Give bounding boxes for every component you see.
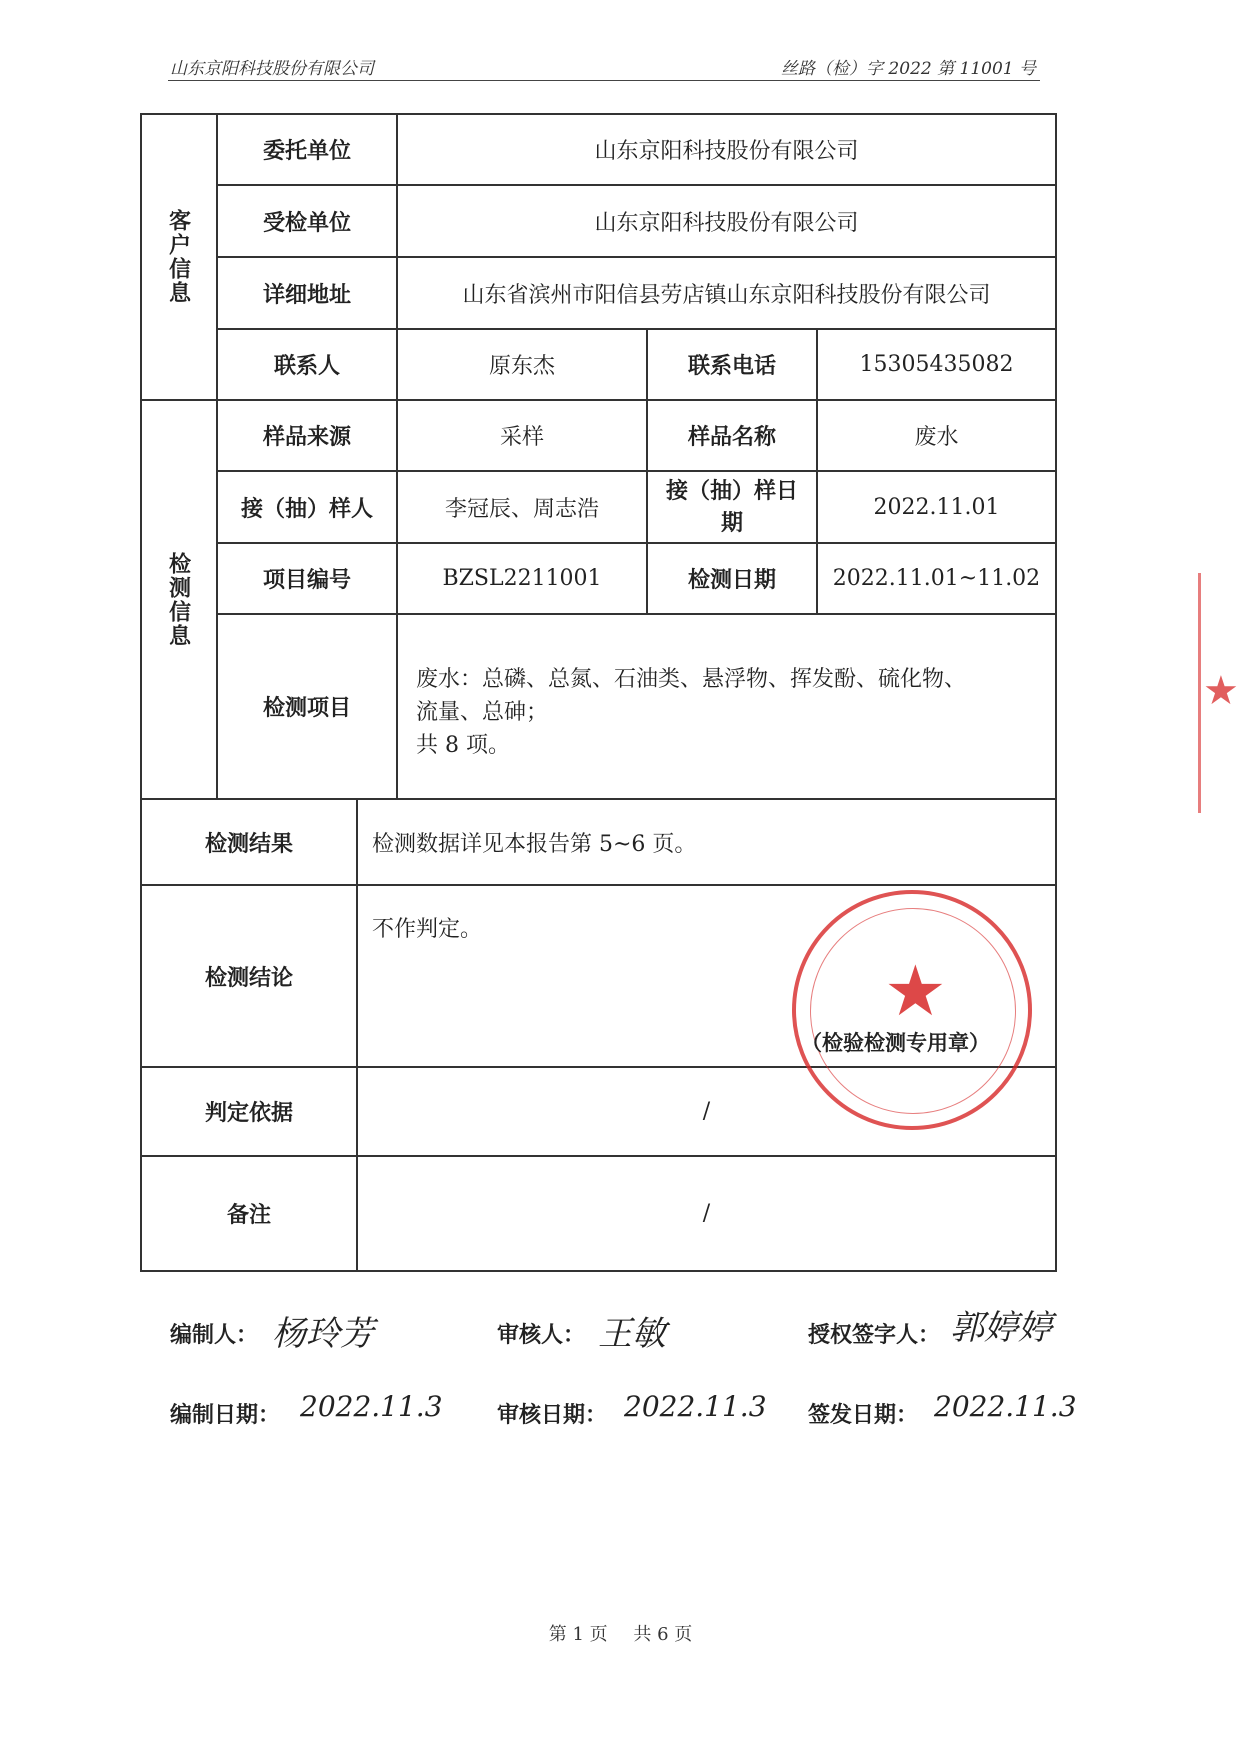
compile-date-label: 编制日期： <box>170 1402 281 1428</box>
test-items-value <box>416 663 1066 762</box>
test-items-line: 废水：总磷、总氮、石油类、悬浮物、挥发酚、硫化物、 <box>416 667 967 692</box>
issue-date: 2022.11.3 <box>934 1390 1077 1423</box>
header-company: 山东京阳科技股份有限公司 <box>170 59 374 79</box>
test-items-line: 共 8 项。 <box>416 733 510 758</box>
test-conclusion-label: 检测结论 <box>204 964 293 991</box>
sample-name-label: 样品名称 <box>687 424 776 450</box>
stamp-star-icon: ★ <box>1203 668 1239 714</box>
test-result-value: 检测数据详见本报告第 5~6 页。 <box>372 831 697 857</box>
judgment-basis-value: / <box>702 1099 711 1124</box>
reviewer-label: 审核人： <box>497 1322 586 1348</box>
sampler-label: 接（抽）样人 <box>240 495 373 522</box>
compiler-signature: 杨玲芳 <box>272 1314 374 1354</box>
seal-star-icon: ★ <box>884 950 947 1032</box>
inspected-unit-value: 山东京阳科技股份有限公司 <box>594 210 859 236</box>
page-header <box>168 50 1040 81</box>
seal-caption: （检验检测专用章） <box>801 1030 990 1055</box>
inspected-unit-label: 受检单位 <box>262 209 351 236</box>
issue-date-label: 签发日期： <box>808 1402 919 1428</box>
sampler-value: 李冠辰、周志浩 <box>444 496 599 522</box>
test-items-line: 流量、总砷； <box>416 700 549 725</box>
compiler-label: 编制人： <box>170 1322 259 1348</box>
project-number-value: BZSL2211001 <box>442 566 602 591</box>
compile-date: 2022.11.3 <box>300 1390 443 1423</box>
entrust-unit-value: 山东京阳科技股份有限公司 <box>594 139 859 164</box>
address-label: 详细地址 <box>262 281 351 308</box>
judgment-basis-label: 判定依据 <box>204 1100 293 1126</box>
sample-date-value: 2022.11.01 <box>873 494 1000 520</box>
page-footer <box>0 1620 1241 1646</box>
contact-value: 原东杰 <box>488 354 555 379</box>
authorized-signer-label: 授权签字人： <box>808 1322 941 1348</box>
reviewer-signature: 王敏 <box>598 1314 666 1354</box>
project-number-label: 项目编号 <box>262 567 351 593</box>
test-info-section-label: 检测信息 <box>165 551 192 648</box>
phone-label: 联系电话 <box>687 353 776 379</box>
test-result-label: 检测结果 <box>204 830 293 857</box>
sample-source-label: 样品来源 <box>262 424 351 450</box>
test-date-value: 2022.11.01~11.02 <box>832 566 1041 591</box>
address-value: 山东省滨州市阳信县劳店镇山东京阳科技股份有限公司 <box>462 282 991 308</box>
sample-name-value: 废水 <box>914 425 959 450</box>
page-total: 共 6 页 <box>633 1624 693 1645</box>
contact-label: 联系人 <box>273 353 340 379</box>
phone-value: 15305435082 <box>859 352 1014 377</box>
client-info-section-label: 客户信息 <box>165 209 192 305</box>
page-number: 第 1 页 <box>548 1624 608 1645</box>
test-date-label: 检测日期 <box>687 567 776 593</box>
header-report-number: 丝路（检）字 2022 第 11001 号 <box>781 59 1036 79</box>
review-date-label: 审核日期： <box>497 1402 608 1428</box>
test-items-label: 检测项目 <box>262 695 351 721</box>
test-conclusion-value: 不作判定。 <box>372 917 483 942</box>
entrust-unit-label: 委托单位 <box>262 138 351 164</box>
authorized-signature: 郭婷婷 <box>950 1308 1052 1348</box>
remark-label: 备注 <box>226 1202 271 1228</box>
review-date: 2022.11.3 <box>624 1390 767 1423</box>
remark-value: / <box>702 1201 711 1226</box>
sample-date-label: 接（抽）样日期 <box>665 478 798 536</box>
page-edge-stamp <box>1198 573 1241 813</box>
sample-source-value: 采样 <box>499 425 544 450</box>
